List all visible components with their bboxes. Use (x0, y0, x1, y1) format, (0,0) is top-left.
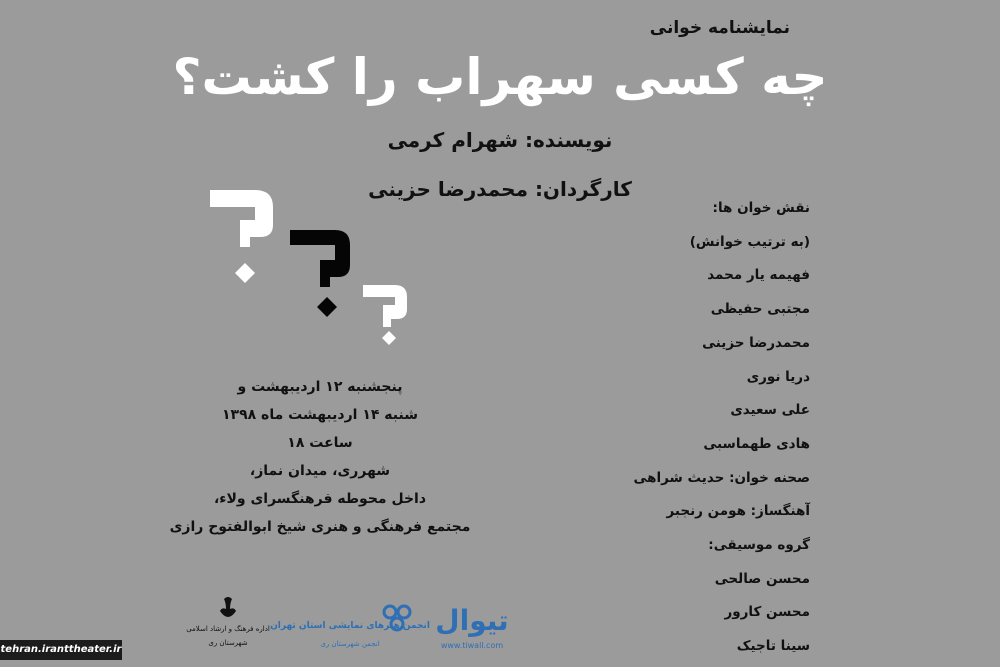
culture-ministry-logo (188, 595, 268, 655)
tiwall-url: www.tiwall.com (440, 641, 504, 650)
site-watermark: tehran.iranttheater.ir (0, 640, 122, 660)
detail-line: شهرری، میدان نماز، (249, 463, 391, 479)
question-mark-1: ؟ (215, 225, 216, 226)
poster-title: چه کسی سهراب را کشت؟ (172, 48, 828, 106)
iran-emblem-icon (220, 597, 236, 617)
cast-item: محسن کارور (724, 604, 810, 621)
theater-association-logo (270, 590, 430, 660)
association-sub: انجمن شهرستان ری (320, 640, 380, 648)
cast-item: صحنه خوان: حدیث شراهی (633, 469, 810, 486)
event-details (169, 373, 471, 541)
culture-logo-line1: اداره فرهنگ و ارشاد اسلامی (186, 625, 270, 633)
association-name: انجمن هنرهای نمایشی استان تهران (270, 621, 430, 631)
detail-line: مجتمع فرهنگی و هنری شیخ ابوالفتوح رازی (169, 519, 471, 535)
author-credit: نویسنده: شهرام کرمی (387, 128, 613, 152)
culture-logo-line2: شهرستان ری (208, 639, 248, 647)
director-credit: کارگردان: محمدرضا حزینی (368, 177, 632, 201)
cast-list (610, 192, 810, 664)
cast-item: فهیمه یار محمد (707, 267, 810, 284)
cast-item: محسن صالحی (714, 570, 810, 587)
detail-line: شنبه ۱۴ اردیبهشت ماه ۱۳۹۸ (222, 407, 418, 423)
tiwall-logo (432, 590, 512, 656)
question-marks-graphic (195, 185, 435, 345)
cast-item: مجتبی حفیظی (710, 301, 810, 318)
question-mark-white-small (363, 285, 407, 345)
cast-item: (به ترتیب خوانش) (689, 233, 810, 250)
tiwall-name: تیوال (435, 604, 509, 637)
question-mark-black (290, 230, 350, 317)
cast-item: دریا نوری (746, 368, 810, 385)
cast-item: محمدرضا حزینی (702, 334, 810, 351)
cast-item: علی سعیدی (730, 402, 810, 419)
cast-item: گروه موسیقی: (708, 537, 810, 554)
cast-item: سینا تاجیک (736, 638, 810, 655)
cast-item: هادی طهماسبی (703, 435, 810, 452)
question-mark-white-large (210, 190, 273, 283)
question-mark-2: ؟ (295, 245, 296, 246)
poster-subtitle: نمایشنامه خوانی (649, 18, 790, 38)
detail-line: پنجشنبه ۱۲ اردیبهشت و (237, 379, 403, 395)
detail-line: داخل محوطه فرهنگسرای ولاء، (213, 491, 427, 507)
cast-item: نقش خوان ها: (712, 200, 810, 216)
cast-item: آهنگساز: هومن رنجبر (666, 503, 810, 520)
detail-line: ساعت ۱۸ (287, 435, 353, 451)
